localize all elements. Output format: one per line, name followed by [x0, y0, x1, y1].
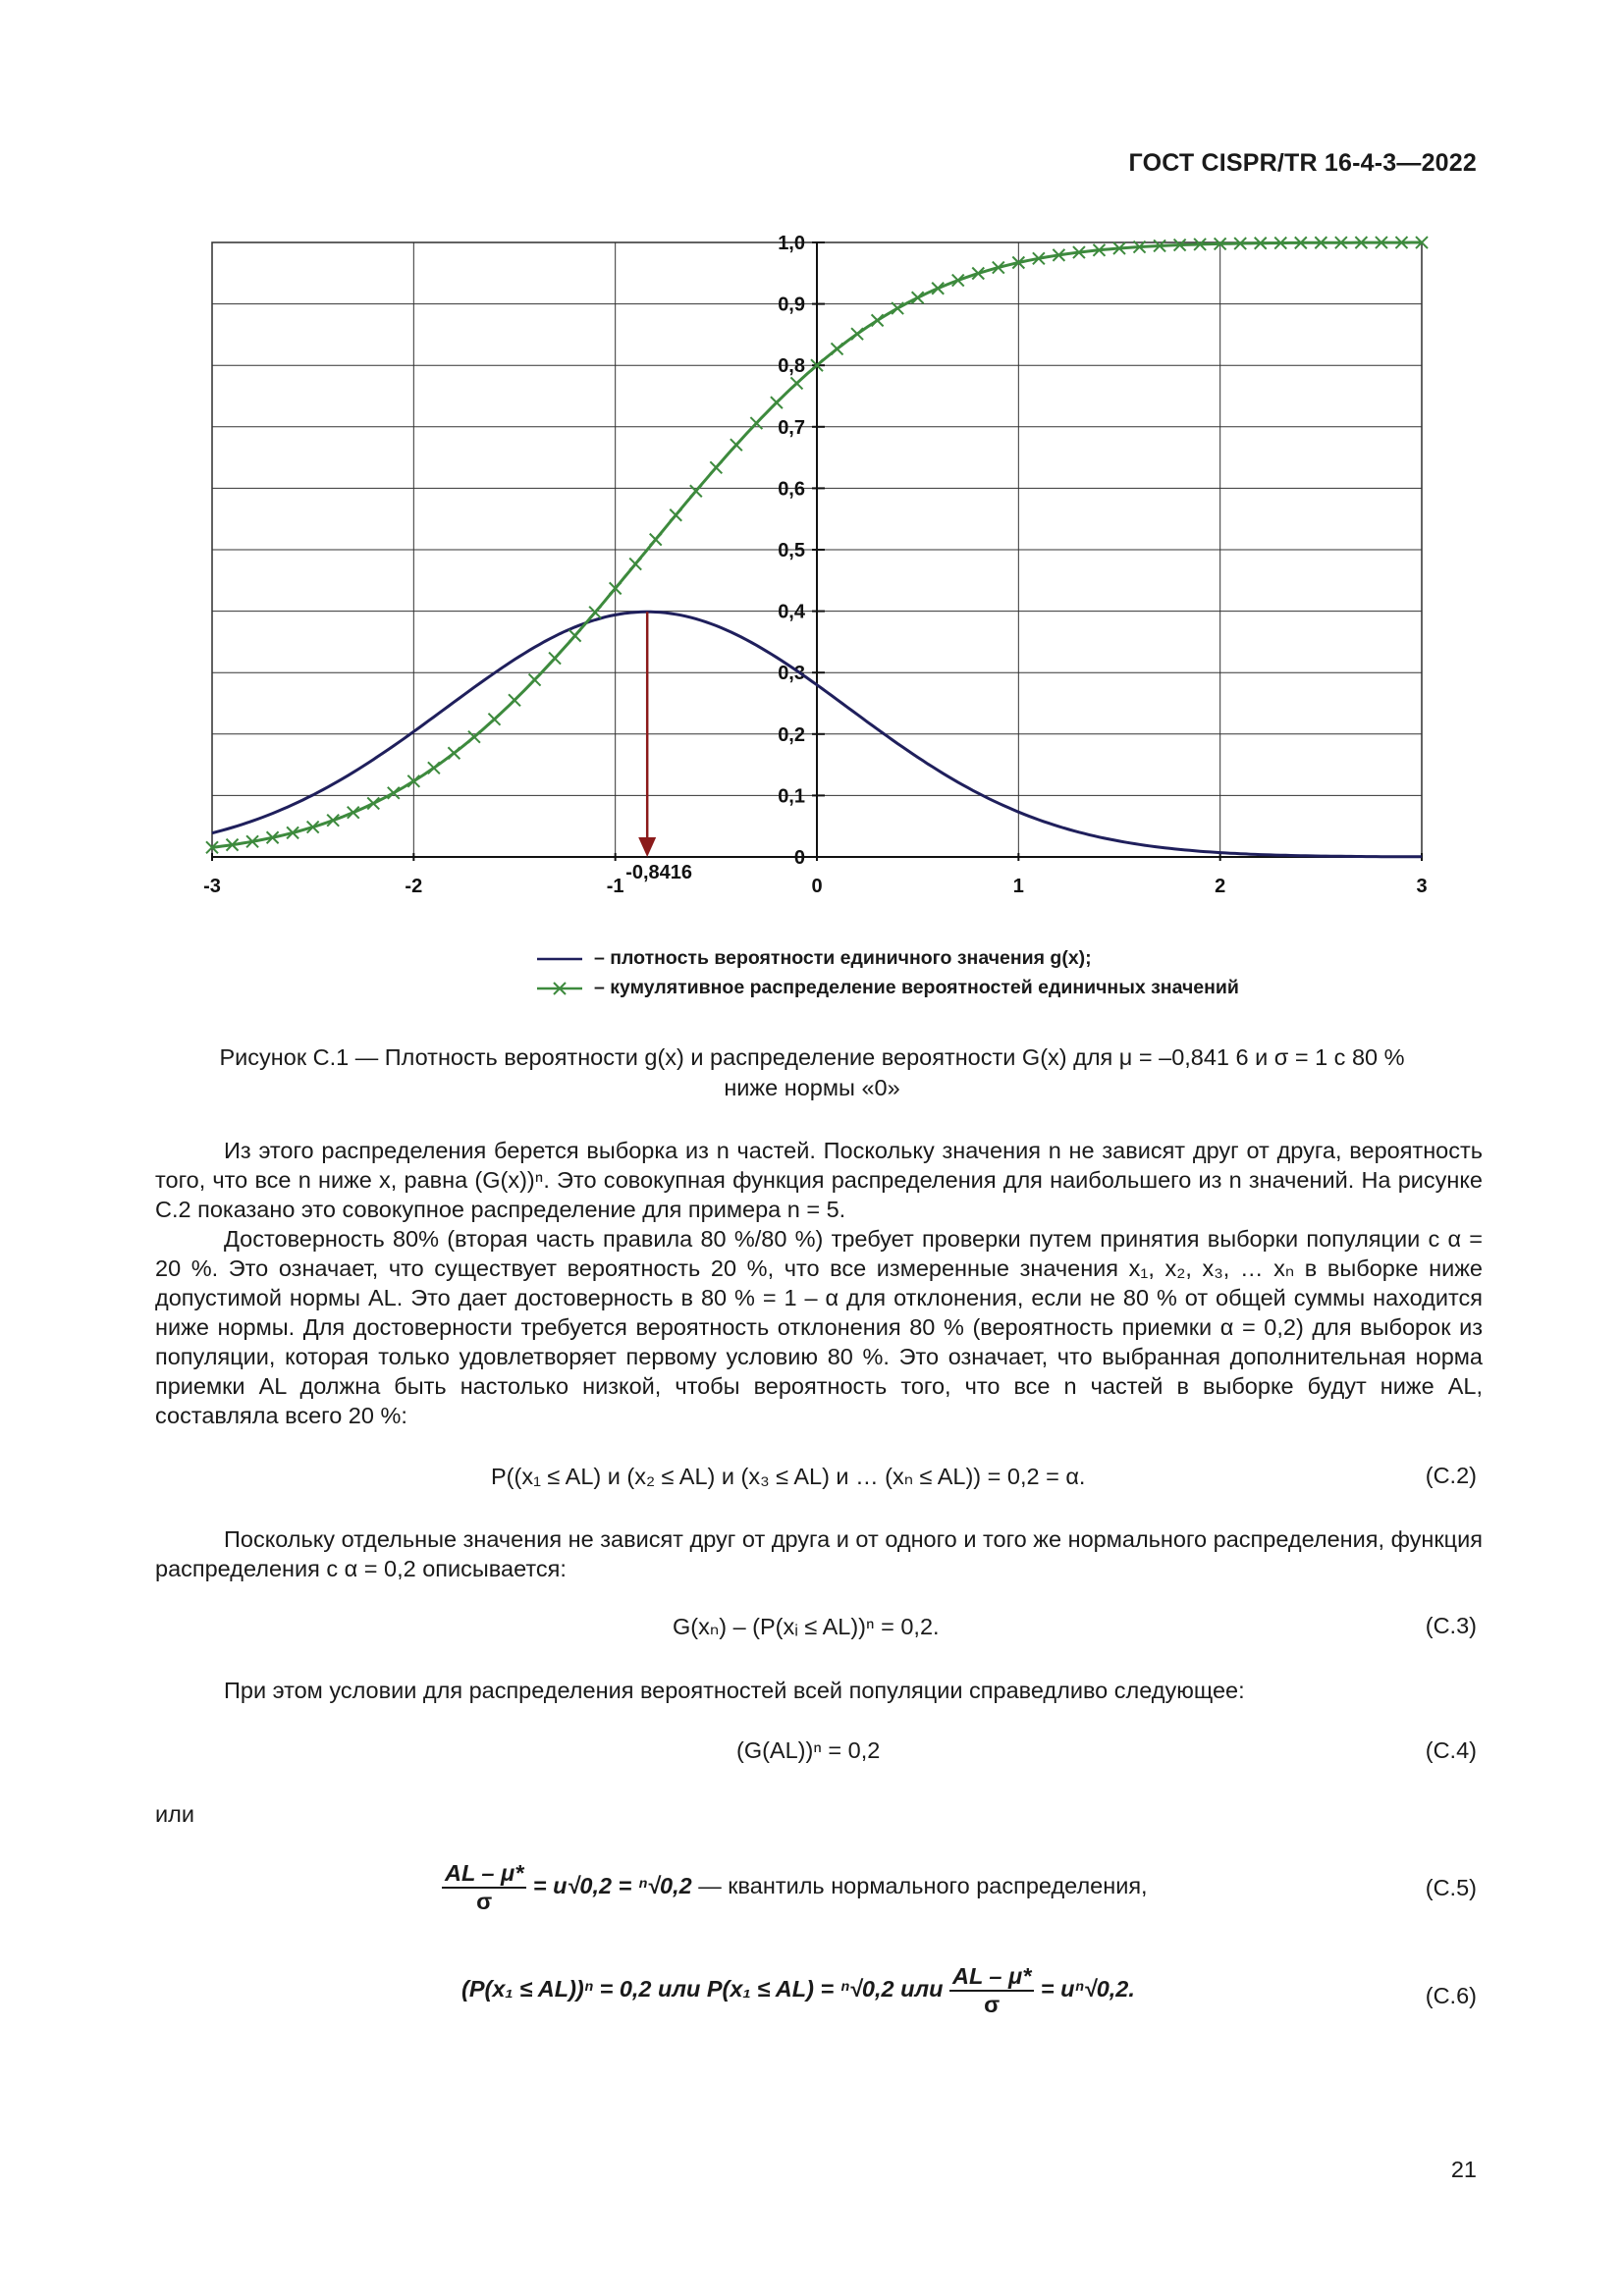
equation-c3-number: (C.3)	[1425, 1613, 1477, 1638]
equation-c4: (G(AL))ⁿ = 0,2	[736, 1737, 881, 1763]
figure-caption-line2: ниже нормы «0»	[724, 1075, 900, 1100]
x-tick-label: -2	[405, 876, 423, 897]
equation-c5-denominator: σ	[476, 1889, 493, 1914]
y-tick-label: 0,7	[778, 416, 805, 439]
legend-line-icon	[535, 952, 584, 966]
y-tick-label: 0	[793, 847, 805, 869]
equation-c5-number: (C.5)	[1425, 1875, 1477, 1900]
equation-c5	[442, 1860, 1148, 1915]
y-tick-label: 1,0	[778, 233, 805, 254]
equation-c5-fraction	[442, 1860, 526, 1915]
paragraph-3	[155, 1524, 1483, 1583]
equation-c2-number: (C.2)	[1425, 1463, 1477, 1488]
document-header: ГОСТ CISPR/TR 16-4-3—2022	[1128, 149, 1477, 177]
y-tick-label: 0,3	[778, 663, 805, 685]
equation-c6-rhs: = uⁿ√0,2.	[1040, 1976, 1135, 2002]
equation-c6	[461, 1963, 1135, 2018]
x-tick-label: 2	[1215, 876, 1226, 897]
probability-chart	[196, 221, 1473, 928]
legend-density	[535, 947, 1092, 970]
x-tick-label: 0	[811, 876, 823, 897]
figure-caption-line1: Рисунок C.1 — Плотность вероятности g(x) и распределение вероятности G(x) для μ = –0,841 6 и σ = 1 с 80 %	[219, 1044, 1405, 1070]
x-tick-label: -1	[606, 876, 624, 897]
y-tick-label: 0,9	[778, 294, 805, 316]
paragraph-5: или	[155, 1801, 194, 1827]
paragraph-3-text: Поскольку отдельные значения не зависят друг от друга и от одного и того же нормального распределения, функция распределения с α = 0,2 описывается:	[155, 1526, 1483, 1581]
paragraph-4-text: При этом условии для распределения вероятностей всей популяции справедливо следующее:	[224, 1678, 1245, 1703]
y-tick-label: 0,4	[778, 601, 805, 623]
equation-c5-comment: — квантиль нормального распределения,	[698, 1873, 1148, 1899]
equation-c5-numerator: AL – μ*	[442, 1860, 526, 1889]
y-tick-label: 0,5	[778, 540, 805, 561]
y-tick-label: 0,6	[778, 478, 805, 501]
mu-label: -0,8416	[625, 862, 693, 883]
equation-c6-fraction	[949, 1963, 1034, 2018]
y-tick-label: 0,8	[778, 355, 805, 378]
x-tick-label: 3	[1416, 876, 1428, 897]
legend-x-marker-icon	[535, 982, 584, 995]
legend-cumulative-label: – кумулятивное распределение вероятностей единичных значений	[594, 977, 1239, 998]
equation-c5-rhs: = u√0,2 = ⁿ√0,2	[532, 1873, 692, 1899]
x-tick-label: -3	[203, 876, 221, 897]
paragraph-1	[155, 1136, 1483, 1224]
y-tick-label: 0,2	[778, 723, 805, 746]
equation-c6-part1: (P(x₁ ≤ AL))ⁿ = 0,2 или P(x₁ ≤ AL) = ⁿ√0,2 или	[461, 1976, 944, 2002]
equation-c6-denominator: σ	[984, 1992, 1001, 2017]
paragraph-2-text: Достоверность 80% (вторая часть правила 80 %/80 %) требует проверки путем принятия выборки популяции с α = 20 %. Это означает, что существует вероятность 20 %, что все измеренные значения x₁, x₂, x₃, … xₙ в выборке ниже допустимой нормы AL. Это дает достоверность в 80 % = 1 – α для отклонения, если не 80 % от общей суммы находится ниже нормы. Для достоверности требуется вероятность отклонения 80 % (вероятность приемки α = 0,2) для выборок из популяции, которая только удовлетворяет первому условию 80 %. Это означает, что выбранная дополнительная норма приемки AL должна быть настолько низкой, чтобы вероятность того, что все n частей в выборке будут ниже AL, составляла всего 20 %:	[155, 1226, 1483, 1428]
equation-c6-numerator: AL – μ*	[949, 1963, 1034, 1992]
equation-c3: G(xₙ) – (P(xᵢ ≤ AL))ⁿ = 0,2.	[673, 1614, 940, 1639]
equation-c6-number: (C.6)	[1425, 1983, 1477, 2008]
equation-c4-number: (C.4)	[1425, 1737, 1477, 1763]
equation-c2: P((x₁ ≤ AL) и (x₂ ≤ AL) и (x₃ ≤ AL) и … (xₙ ≤ AL)) = 0,2 = α.	[491, 1464, 1086, 1489]
page-number: 21	[1450, 2157, 1477, 2182]
paragraph-1-text: Из этого распределения берется выборка из n частей. Поскольку значения n не зависят друг от друга, вероятность того, что все n ниже x, равна (G(x))ⁿ. Это совокупная функция распределения для наибольшего из n значений. На рисунке C.2 показано это совокупное распределение для примера n = 5.	[155, 1138, 1483, 1222]
legend-density-label: – плотность вероятности единичного значения g(x);	[594, 947, 1092, 969]
paragraph-4	[155, 1676, 1483, 1705]
y-tick-label: 0,1	[778, 785, 805, 808]
legend-cumulative	[535, 977, 1239, 999]
paragraph-2	[155, 1224, 1483, 1430]
x-tick-label: 1	[1012, 876, 1024, 897]
